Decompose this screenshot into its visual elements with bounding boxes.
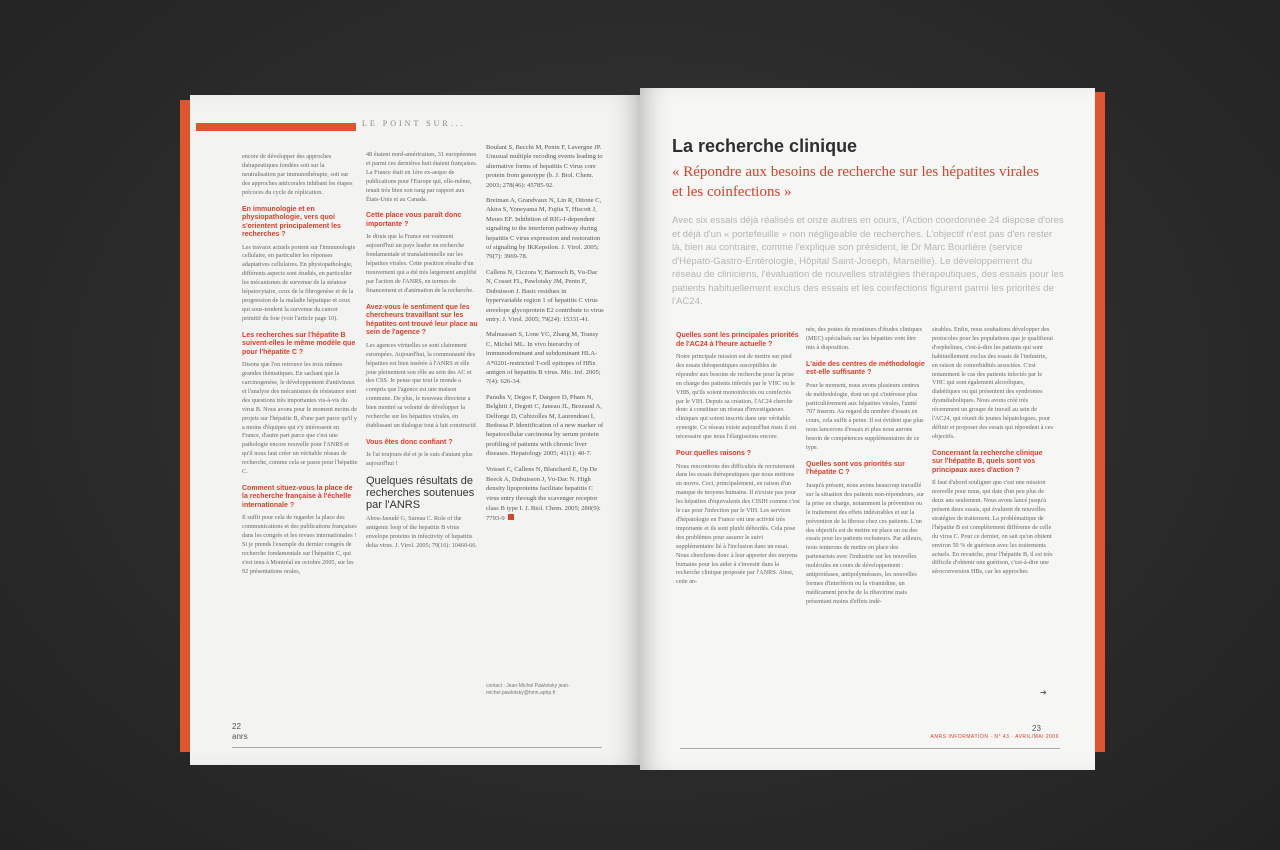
paragraph: née, des postes de moniteurs d'études cliniques (MEC) spécialisés sur les hépatites vont être mis à disposition. [806,326,923,351]
paragraph: Je l'ai toujours été et je le suis d'autant plus aujourd'hui ! [366,451,473,468]
question-heading: Quelles sont les principales priorités de l'AC24 à l'heure actuelle ? [676,332,799,348]
reference: Callens N, Ciczora Y, Bartosch B, Vu-Dac N, Cosset FL, Pawlotsky JM, Penin F, Dubuisson J. Basic residues in hypervariable region 1 of hepatitis C virus envelope glycoprotein E2 contribute to virus entry. J. Virol. 2005; 79(24): 15331-41. [486,268,604,323]
question-heading: Pour quelles raisons ? [676,450,752,458]
contact-note: contact : Jean-Michel Pawlotsky jean-michel.pawlotsky@hmn.aphp.fr [486,683,570,696]
paragraph: Pour le moment, nous avons plusieurs centres de méthodologie, dont un qui s'intéresse plus particulièrement aux hépatites virales, l'unité 707 Inserm. Au regard du nombre d'essais en cours, cela suffit à peine. Il est évident que plus nous lancerons d'essais et plus nous aurons besoin de compétences supplémentaires de ce type. [806,381,924,452]
lead-paragraph: Avec six essais déjà réalisés et onze autres en cours, l'Action coordonnée 24 dispose d'ores et déjà d'un « portefeuille » non négligeable de recherches. L'objectif n'est pas d'en rester là, bien au contraire, comme l'explique son président, le Dr Marc Bourlière (service d'Hépato-Gastro-Entérologie, Hôpital Saint-Joseph, Marseille). Le développement du réseau de cliniciens, l'évaluation de nouvelles stratégies thérapeutiques, des essais pour les patients habituellement exclus des essais et les coinfections figurent parmi les priorités de l'AC24. [672,215,1064,307]
end-mark-square [508,514,514,520]
reference: Boulant S, Becchi M, Penin F, Lavergne JP. Unusual multiple recoding events leading to alternative forms of hepatitis C virus core protein from genotype (b. J. Biol. Chem. 2003; 278(46): 45785-92. [486,144,603,189]
paragraph: Nous rencontrons des difficultés de recrutement dans les essais thérapeutiques que nous mettons en œuvre. Ceci, principalement, en raison d'un manque de moyens humains. Il n'existe pas pour les hépatites d'équivalents des CISIH comme c'est le cas pour l'infection par le VIH. Les services d'hépatologie en France ont une activité très importante et ils sont plutôt débordés. Cela pose des problèmes pour assurer le suivi supplémentaire lié à l'inclusion dans un essai. Nous cherchons donc à leur apporter des moyens humains pour les aider à s'investir dans la recherche clinique proposée par l'ANRS. Ainsi, cette an- [676,462,800,586]
reference: Paradis V, Degos F, Dargere D, Pham N, Belghiti J, Degott C, Janeau JL, Bezeaud A, Delforge D, Cubizolles M, Laurendeau I, Bedossa P. Identification of a new marker of hepatocellular carcinoma by serum protein profiling of patients with chronic liver diseases. Hepatology 2005; 41(1): 40-7. [486,393,604,458]
paragraph: Disons que l'on retrouve les trois mêmes grandes thématiques. En sachant que la carcinogenèse, le développement d'antiviraux et l'analyse des mécanismes de résistance sont des questions très importantes vis-à-vis du virus B. Nous avons pour le moment moins de projets sur l'hépatite B, d'une part parce qu'il y a moins d'équipes qui s'y intéressent en France, d'autre part parce que c'est une pathologie encore nouvelle pour l'ANRS et qu'il nous faut créer un véritable réseau de recherche, comme cela se passe pour l'hépatite C. [242,361,358,476]
continue-arrow-icon: ➔ [1040,688,1047,697]
question-heading: Avez-vous le sentiment que les chercheurs travaillant sur les hépatites ont trouvé leur place au sein de l'agence ? [366,303,478,337]
header-bar [196,123,356,131]
journal-footer: ANRS INFORMATION · N° 43 · AVRIL/MAI 2006 [930,734,1059,740]
paragraph: Les agences virtuelles se sont clairement estompées. Aujourd'hui, la communauté des hépatites est bien insérée à l'ANRS et elle joue pleinement son rôle au sein des AC et des CSS. Je pense que tout le monde a compris que l'agence est une maison commune. De plus, le nouveau directeur a bien montré sa volonté de développer la recherche sur les hépatites virales, en établissant un dialogue tout à fait constructif. [366,341,478,429]
article-subtitle: « Répondre aux besoins de recherche sur les hépatites virales et les coinfections » [672,164,1039,200]
paragraph: Il faut d'abord souligner que c'est une mission nouvelle pour nous, qui date d'un peu plus de deux ans seulement. Nous avons lancé jusqu'à présent deux essais, qui évaluent de nouvelles stratégies de traitement. La problématique de l'hépatite B est complètement différente de celle du virus C. Pour ce dernier, on sait qu'on obtient environ 50 % de guérison avec les traitements actuels. En revanche, pour l'hépatite B, il est très difficile d'obtenir une guérison, c'est-à-dire une séroconversion HBs, car les approches [932,479,1053,576]
reference: Voisset C, Callens N, Blanchard E, Op De Beeck A, Dubuisson J, Vu-Dac N. High density lipoproteins facilitate hepatitis C virus entry through the scavenger receptor class B type I. J. Biol. Chem. 2005; 280(9): 7793-9 [486,465,601,523]
paragraph: Je dirais que la France est vraiment aujourd'hui un pays leader en recherche fondamentale et translationnelle sur les hépatites virales. Cette position résulte d'un mouvement qui a été très largement amplifié par l'action de l'ANRS, en termes de financement et d'animation de la recherche. [366,233,477,294]
left-column-1 [242,153,358,583]
question-heading: Les recherches sur l'hépatite B suivent-elles le même modèle que pour l'hépatite C ? [242,331,356,356]
right-column-1 [676,324,800,593]
left-column-3 [486,143,604,524]
page-number: 23 [1032,724,1041,733]
right-page [640,88,1095,770]
question-heading: L'aide des centres de méthodologie est-elle suffisante ? [806,360,925,377]
left-column-2 [366,151,478,557]
question-heading: Cette place vous paraît donc importante ? [366,212,462,228]
question-heading: Comment situez-vous la place de la recherche française à l'échelle internationale ? [242,484,353,509]
paragraph: Notre principale mission est de mettre sur pied des essais thérapeutiques susceptibles de répondre aux besoins de recherche pour la prise en charge des patients infectés par le VHC ou le VHB, qu'ils soient monoinfectés ou coinfectés par le VIH. Depuis sa création, l'AC24 cherche donc à constituer un réseau d'investigateurs cliniques qui soient inscrits dans une véritable synergie. Ce réseau existe aujourd'hui mais il est nécessaire que nous l'élargissions encore. [676,353,797,441]
right-column-2 [806,326,926,613]
question-heading: En immunologie et en physiopathologie, vers quoi s'orientent principalement les recherches ? [242,205,341,239]
reference: Breiman A, Grandvaux N, Lin R, Ottone C, Akira S, Yoneyama M, Fujita T, Hiscott J, Meurs EF. Inhibition of RIG-I-dependent signaling to the interferon pathway during hepatitis C virus expression and restoration of signaling by IKKepsilon. J. Virol. 2005; 79(7): 3969-78. [486,197,602,261]
anrs-logo: anrs [232,732,248,741]
question-heading: Quelles sont vos priorités sur l'hépatite C ? [806,460,905,477]
running-header: LE POINT SUR... [362,119,466,128]
footer-rule [680,748,1060,749]
paragraph: Les travaux actuels portent sur l'immunologie cellulaire, en particulier les réponses adaptatives cellulaires. En physiopathologie, différents aspects sont étudiés, en particulier les mécanismes de survenue de la stéatose hépatocytaire, ceux de la fibrogenèse et de la progression de la maladie hépatique et ceux qui sous-tendent la survenue du cancer primitif du foie (voir l'article page 10). [242,243,356,322]
question-heading: Concernant la recherche clinique sur l'hépatite B, quels sont vos principaux axes d'action ? [932,449,1043,474]
left-page [190,95,640,765]
section-title: Quelques résultats de recherches soutenues par l'ANRS [366,475,475,512]
page-number: 22 [232,722,241,731]
right-column-3 [932,326,1054,583]
footer-rule [232,747,602,748]
question-heading: Vous êtes donc confiant ? [366,438,453,446]
article-title: La recherche clinique [672,136,858,156]
reference: Abou-Jaoudé G, Sureau C. Role of the antigenic loop of the hepatitis B virus envelope proteins in infectivity of hepatitis delta virus. J. Virol. 2005; 79(16): 10460-66. [366,515,477,549]
paragraph: 48 étaient nord-américaines, 31 européennes et parmi ces dernières huit étaient françaises. La France était en 1ère ex-aequo de publications pour l'Europe qui, elle-même, tenait très bien son rang par rapport aux États-Unis et au Canada. [366,151,478,203]
reference: Malmassari S, Lone YC, Zhang M, Transy C, Michel ML. In vivo hierarchy of immunodominant and subdominant HLA-A*0201-restricted T-cell epitopes of HBx antigen of hepatitis B virus. Mic. Inf. 2005; 7(4): 626-34. [486,331,601,386]
paragraph: sirables. Enfin, nous souhaitons développer des protocoles pour les populations que je qualifierai d'orphelines, c'est-à-dire les patients qui sont habituellement exclus des essais de l'industrie, en raison de comorbidités associées. C'est notamment le cas des patients infectés par le VHC qui sont également alcooliques, diabétiques ou qui présentent des syndromes dysmétaboliques. Nous avons créé très récemment un groupe de travail au sein de l'AC24, qui réunit de jeunes hépatologues, pour définir et proposer des essais qui répondent à ces objectifs. [932,326,1053,440]
paragraph: Jusqu'à présent, nous avons beaucoup travaillé sur la situation des patients non-répondeurs, sur la prise en charge, notamment la prévention ou le traitement des effets indésirables et sur la prévention de la fibrose chez ces patients. L'un des objectifs est de mettre en place un ou des essais pour les patients rechuteurs. Par ailleurs, nous tenterons de mettre en place des partenariats avec l'industrie sur les nouvelles molécules en cours de développement : antiprotéases, antipolymérases, les nouvelles formes d'interféron ou la viramidine, un médicament proche de la ribavirine mais présentant moins d'effets indé- [806,481,925,605]
paragraph: Il suffit pour cela de regarder la place des communications et des publications françaises dans les congrès et les revues internationales ! Si je prends l'exemple du dernier congrès de recherche fondamentale sur l'hépatite C, qui s'est tenu à Montréal en octobre 2005, sur les 92 présentations orales, [242,514,357,575]
paragraph: encore de développer des approches thérapeutiques fondées soit sur la neutralisation par immunothérapie, soit sur des approches anticorales inhibant les étapes précoces du cycle de réplication. [242,153,353,196]
